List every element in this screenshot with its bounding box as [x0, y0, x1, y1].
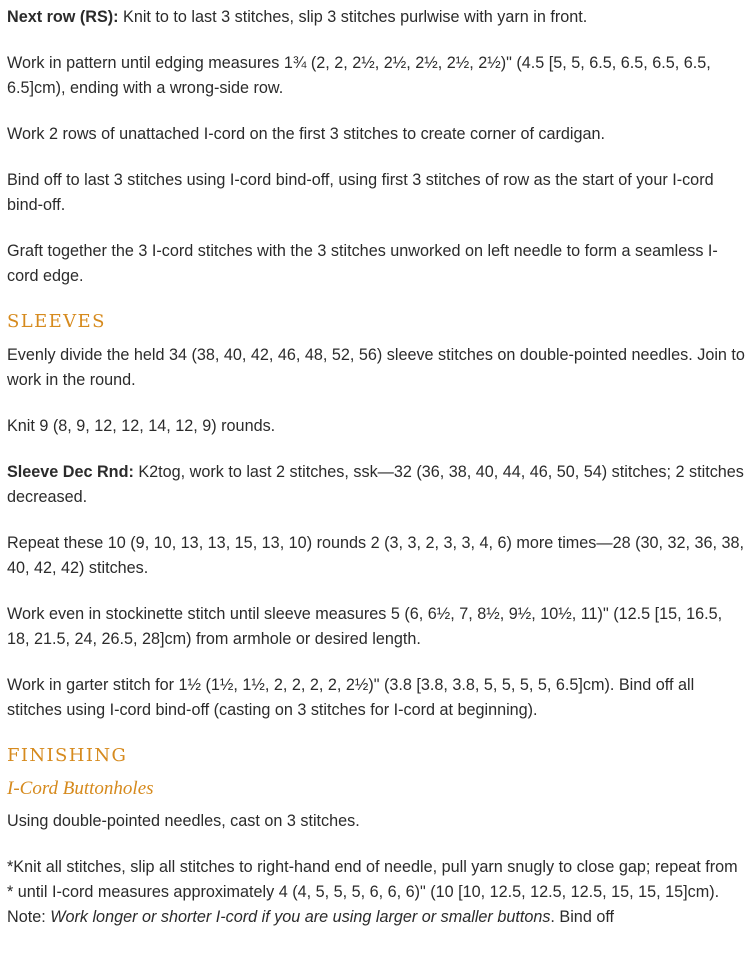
unattached-icord-instruction: Work 2 rows of unattached I-cord on the first 3 stitches to create corner of cardigan.	[7, 125, 606, 143]
sleeves-garter-instruction: Work in garter stitch for 1½ (1½, 1½, 2, 2, 2, 2, 2½)" (3.8 [3.8, 3.8, 5, 5, 5, 5, 6.5]cm). Bind off all stitches using I-cord bind-off (casting on 3 stitches for I-cord at beginning).	[7, 676, 695, 719]
icord-buttonholes-subheading: I-Cord Buttonholes	[7, 778, 154, 799]
sleeves-divide-instruction: Evenly divide the held 34 (38, 40, 42, 46, 48, 52, 56) sleeve stitches on double-pointed needles. Join to work in the round.	[7, 346, 745, 389]
icord-knit-text: *Knit all stitches, slip all stitches to right-hand end of needle, pull yarn snugly to close gap; repeat from * until I-cord measures approximately 4 (4, 5, 5, 5, 6, 6, 6)" (10 [10, 12.5, 12.5, 12.5, 15, 15, 15]cm). Note:	[7, 858, 738, 926]
sleeves-repeat-instruction: Repeat these 10 (9, 10, 13, 13, 15, 13, 10) rounds 2 (3, 3, 2, 3, 3, 4, 6) more times—28 (30, 32, 36, 38, 40, 42, 42) stitches.	[7, 534, 744, 577]
next-row-instruction	[7, 5, 745, 30]
next-row-text: Knit to to last 3 stitches, slip 3 stitches purlwise with yarn in front.	[118, 8, 588, 26]
icord-note: Work longer or shorter I-cord if you are using larger or smaller buttons	[50, 908, 551, 926]
sleeve-dec-rnd-text: K2tog, work to last 2 stitches, ssk—32 (36, 38, 40, 44, 46, 50, 54) stitches; 2 stitches decreased.	[7, 463, 744, 506]
sleeves-heading: SLEEVES	[7, 311, 106, 332]
cast-on-instruction: Using double-pointed needles, cast on 3 stitches.	[7, 812, 360, 830]
graft-instruction: Graft together the 3 I-cord stitches with the 3 stitches unworked on left needle to form a seamless I-cord edge.	[7, 242, 718, 285]
sleeve-dec-rnd-label: Sleeve Dec Rnd:	[7, 463, 134, 481]
icord-knit-instruction	[7, 855, 745, 930]
icord-bind-off-text: . Bind off	[550, 908, 615, 926]
next-row-label: Next row (RS):	[7, 8, 119, 26]
sleeve-dec-rnd-instruction	[7, 460, 745, 510]
sleeves-stockinette-instruction: Work even in stockinette stitch until sleeve measures 5 (6, 6½, 7, 8½, 9½, 10½, 11)" (12.5 [15, 16.5, 18, 21.5, 24, 26.5, 28]cm) from armhole or desired length.	[7, 605, 723, 648]
finishing-heading: FINISHING	[7, 745, 128, 766]
pattern-page	[7, 5, 745, 951]
bind-off-instruction: Bind off to last 3 stitches using I-cord bind-off, using first 3 stitches of row as the start of your I-cord bind-off.	[7, 171, 714, 214]
edging-instruction: Work in pattern until edging measures 1¾ (2, 2, 2½, 2½, 2½, 2½, 2½)" (4.5 [5, 5, 6.5, 6.5, 6.5, 6.5, 6.5]cm), ending with a wrong-side row.	[7, 54, 711, 97]
sleeves-knit-rounds-instruction: Knit 9 (8, 9, 12, 12, 14, 12, 9) rounds.	[7, 417, 276, 435]
